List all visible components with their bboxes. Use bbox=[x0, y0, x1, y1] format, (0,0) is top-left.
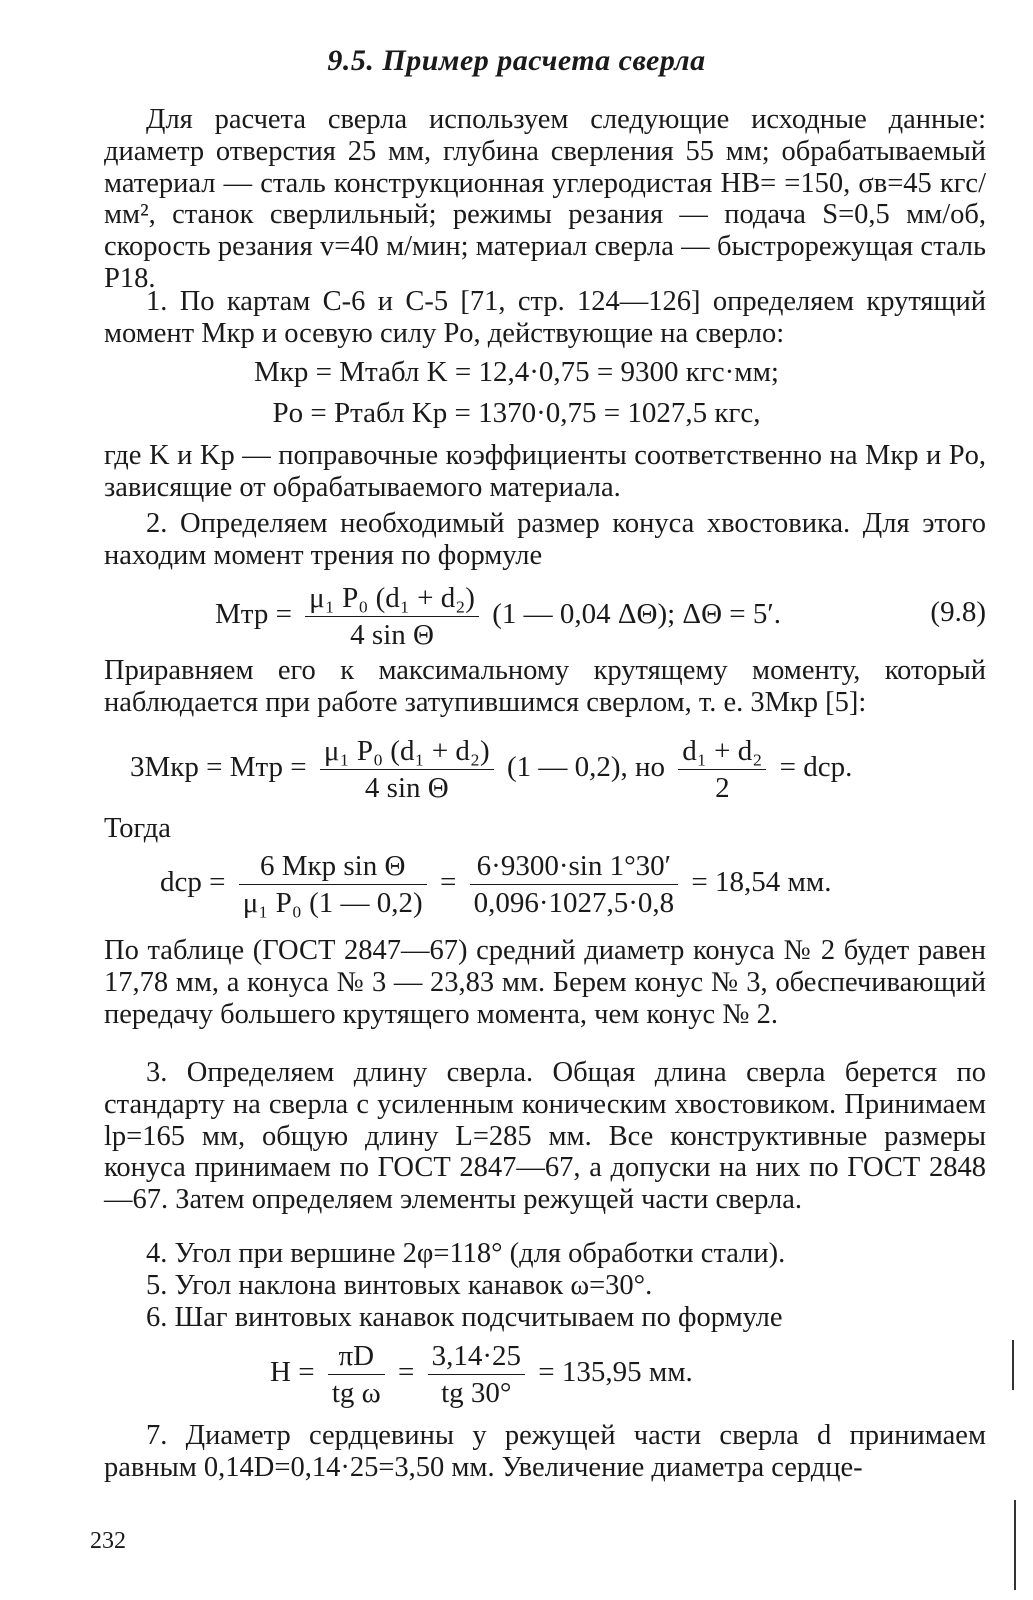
equation-max-torque bbox=[130, 735, 852, 804]
eq6-numerator-1: πD bbox=[328, 1340, 385, 1375]
paragraph-where: где K и Kр — поправочные коэффициенты соответственно на Mкр и Pо, зависящие от обрабатываемого материала. bbox=[104, 440, 986, 503]
paragraph-step-7: 7. Диаметр сердцевины у режущей части сверла d принимаем равным 0,14D=0,14·25=3,50 мм. Увеличение диаметра сердце- bbox=[104, 1420, 986, 1483]
eq6-fraction-1 bbox=[328, 1340, 385, 1409]
eq4-numerator-1: μ₁ P₀ (d₁ + d₂) bbox=[320, 735, 494, 770]
eq6-denominator-1: tg ω bbox=[331, 1377, 381, 1409]
eq3-numerator: μ₁ P₀ (d₁ + d₂) bbox=[305, 582, 479, 617]
eq4-fraction-2 bbox=[678, 735, 766, 804]
paragraph-equate: Приравняем его к максимальному крутящему моменту, который наблюдается при работе затупившимся сверлом, т. е. 3Mкр [5]: bbox=[104, 655, 986, 718]
paragraph-step-5: 5. Угол наклона винтовых канавок ω=30°. bbox=[146, 1270, 653, 1301]
paragraph-then: Тогда bbox=[104, 813, 171, 844]
equation-helix-pitch bbox=[270, 1340, 693, 1409]
eq6-denominator-2: tg 30° bbox=[441, 1377, 512, 1409]
equation-number: (9.8) bbox=[930, 596, 986, 628]
paragraph-step-4: 4. Угол при вершине 2φ=118° (для обработки стали). bbox=[146, 1238, 786, 1269]
eq5-fraction-1 bbox=[239, 850, 427, 919]
equation-friction-moment bbox=[215, 582, 781, 651]
eq5-numerator-2: 6·9300·sin 1°30′ bbox=[470, 850, 679, 885]
eq6-numerator-2: 3,14·25 bbox=[428, 1340, 525, 1375]
eq5-rhs: = 18,54 мм. bbox=[691, 866, 832, 899]
paragraph-step-1: 1. По картам С-6 и С-5 [71, стр. 124—126] определяем крутящий момент Mкр и осевую силу Pо, действующие на сверло: bbox=[104, 286, 986, 349]
eq3-lhs: Mтр = bbox=[215, 598, 292, 631]
eq5-denominator-1: μ₁ P₀ (1 — 0,2) bbox=[242, 887, 423, 919]
eq3-rest: (1 — 0,04 ΔΘ); ΔΘ = 5′. bbox=[492, 598, 781, 631]
paragraph-step-3: 3. Определяем длину сверла. Общая длина сверла берется по стандарту на сверла с усиленным коническим хвостовиком. Принимаем lр=165 мм, общую длину L=285 мм. Все конструктивные размеры конуса принимаем по ГОСТ 2847—67, а допуски на них по ГОСТ 2848—67. Затем определяем элементы режущей части сверла. bbox=[104, 1057, 986, 1216]
eq3-denominator: 4 sin Θ bbox=[350, 619, 434, 651]
eq6-equals: = bbox=[397, 1356, 415, 1389]
eq4-numerator-2: d₁ + d₂ bbox=[678, 735, 766, 770]
scan-artifact-mark bbox=[1014, 1500, 1016, 1590]
paragraph-table: По таблице (ГОСТ 2847—67) средний диаметр конуса № 2 будет равен 17,78 мм, а конуса № 3 — 23,83 мм. Берем конус № 3, обеспечивающий передачу большего крутящего момента, чем конус № 2. bbox=[104, 935, 986, 1030]
eq4-lhs: 3Mкр = Mтр = bbox=[130, 751, 307, 784]
eq6-lhs: H = bbox=[270, 1356, 315, 1389]
eq4-fraction-1 bbox=[320, 735, 494, 804]
eq5-equals: = bbox=[439, 866, 457, 899]
eq5-fraction-2 bbox=[470, 850, 679, 919]
eq5-lhs: dср = bbox=[160, 866, 226, 899]
eq5-numerator-1: 6 Mкр sin Θ bbox=[239, 850, 427, 885]
section-title: 9.5. Пример расчета сверла bbox=[327, 44, 706, 77]
eq5-denominator-2: 0,096·1027,5·0,8 bbox=[473, 887, 675, 919]
eq4-denominator-2: 2 bbox=[715, 772, 730, 804]
page-number: 232 bbox=[90, 1528, 126, 1554]
eq6-rhs: = 135,95 мм. bbox=[538, 1356, 693, 1389]
equation-axial-force: Pо = Pтабл Kр = 1370·0,75 = 1027,5 кгс, bbox=[272, 397, 761, 429]
paragraph-intro: Для расчета сверла используем следующие исходные данные: диаметр отверстия 25 мм, глубина сверления 55 мм; обрабатываемый материал — сталь конструкционная углеродистая НВ= =150, σв=45 кгс/мм², станок сверлильный; режимы резания — подача S=0,5 мм/об, скорость резания v=40 м/мин; материал сверла — быстрорежущая сталь Р18. bbox=[104, 104, 986, 294]
equation-mean-diameter bbox=[160, 850, 831, 919]
equation-torque: Mкр = Mтабл K = 12,4·0,75 = 9300 кгс·мм; bbox=[253, 356, 779, 388]
scan-artifact-mark bbox=[1012, 1340, 1014, 1390]
paragraph-step-6: 6. Шаг винтовых канавок подсчитываем по формуле bbox=[146, 1302, 783, 1333]
eq4-rhs: = dср. bbox=[779, 751, 853, 784]
eq6-fraction-2 bbox=[428, 1340, 525, 1409]
paragraph-step-2: 2. Определяем необходимый размер конуса хвостовика. Для этого находим момент трения по формуле bbox=[104, 508, 986, 571]
eq4-mid: (1 — 0,2), но bbox=[506, 751, 666, 784]
eq3-fraction bbox=[305, 582, 479, 651]
eq4-denominator-1: 4 sin Θ bbox=[364, 772, 449, 804]
